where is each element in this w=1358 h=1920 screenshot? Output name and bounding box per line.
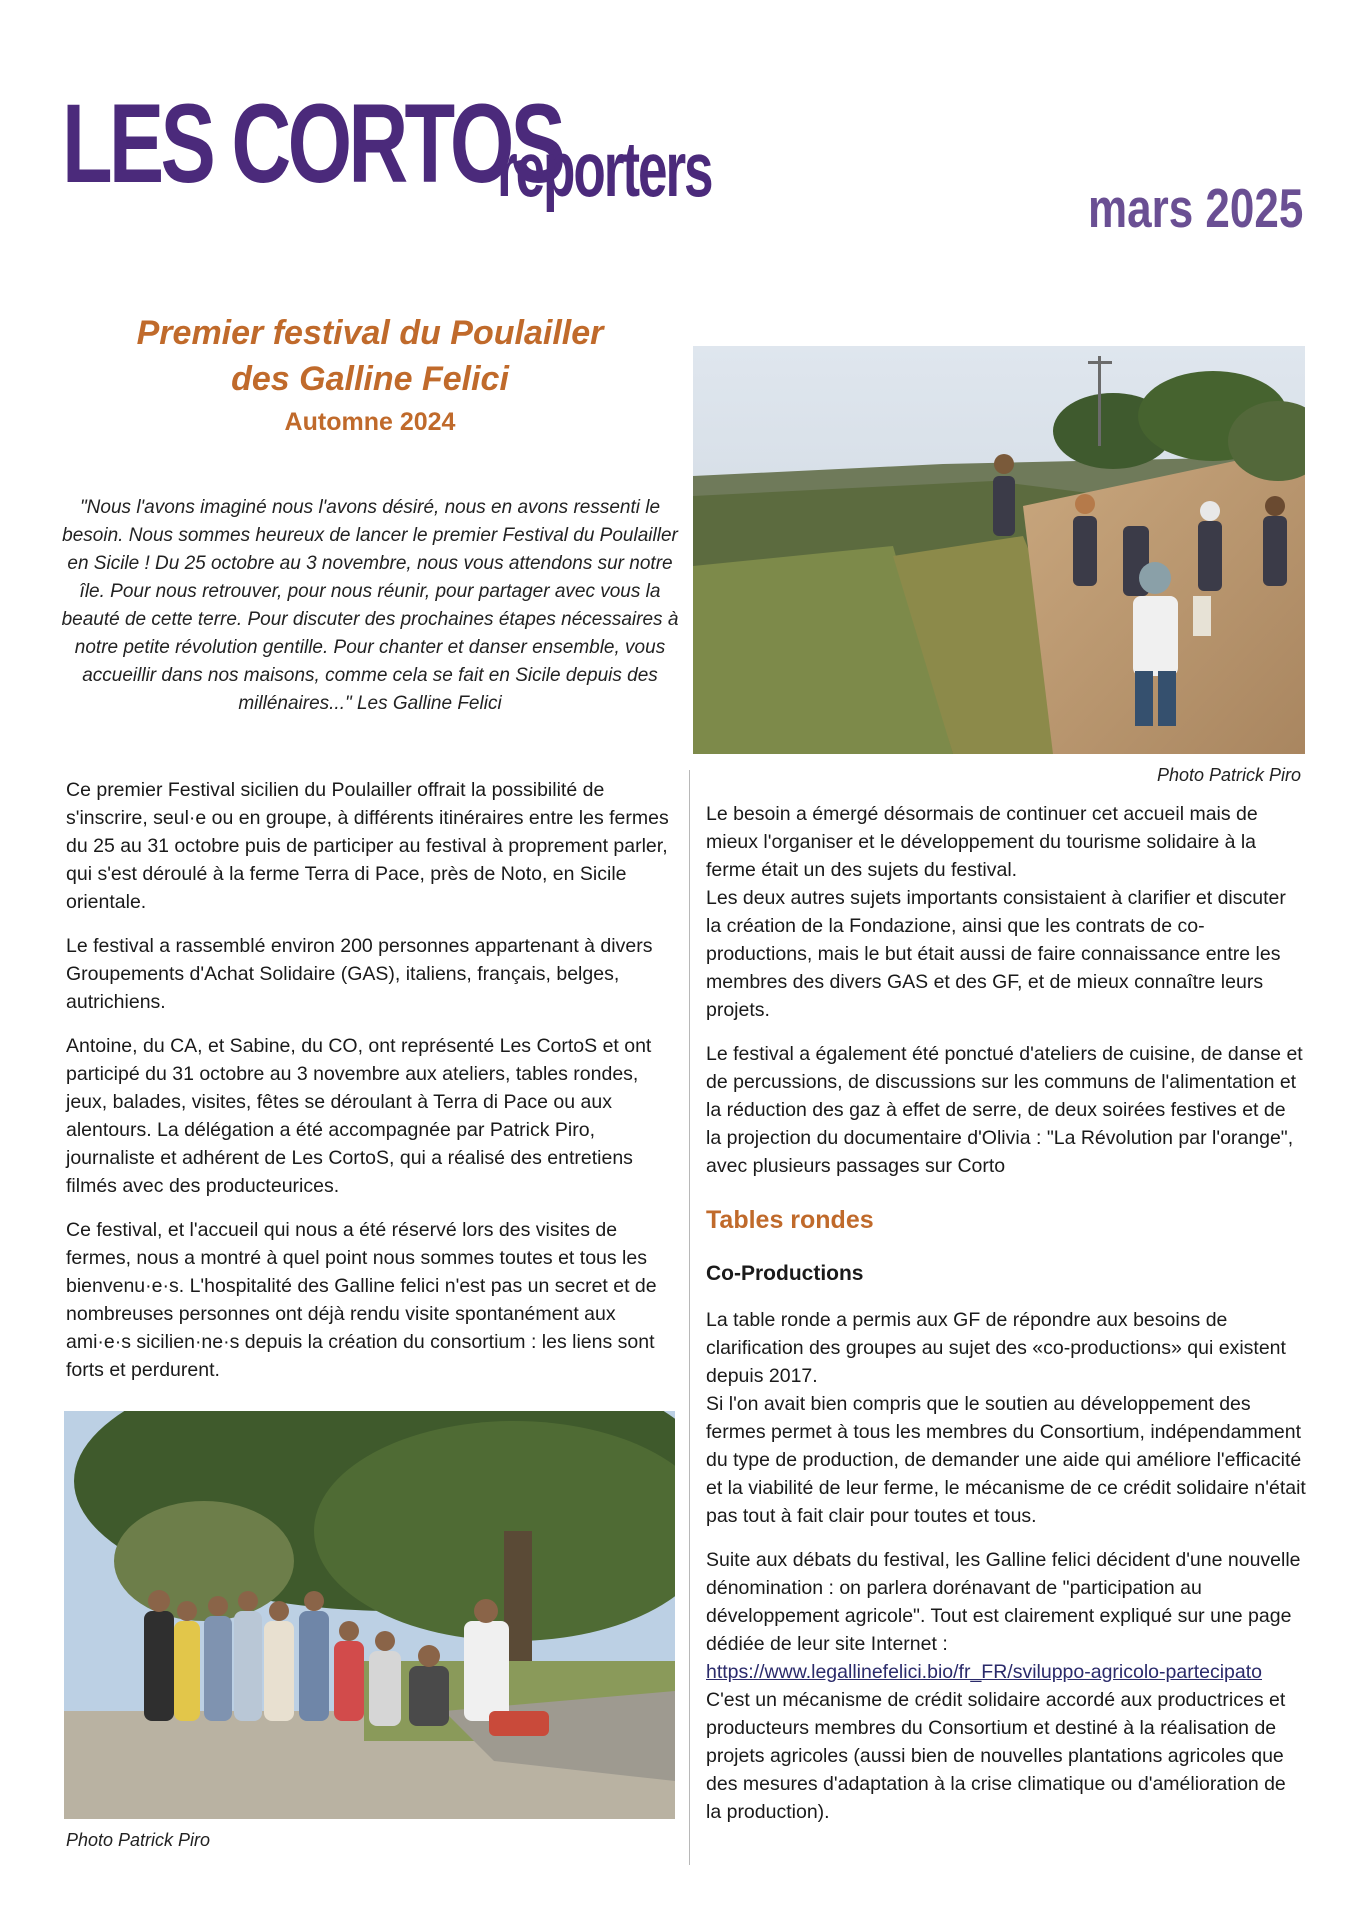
photo-credit-top: Photo Patrick Piro [1157, 765, 1302, 785]
left-paragraph: Ce festival, et l'accueil qui nous a été réservé lors des visites de fermes, nous a montré à quel point nous sommes toutes et tous les bienvenu·e·s. L'hospitalité des Galline felici n'est pas un secret et de nombreuses personnes ont déjà rendu visite spontanément aux ami·e·s sicilien·ne·s depuis la création du consortium : les liens sont forts et perdurent. [66, 1219, 657, 1381]
masthead-suffix: reporters [497, 125, 712, 213]
paragraph-text: Suite aux débats du festival, les Galline felici décident d'une nouvelle dénomination : on parlera dorénavant de "participation au développement agricole". Tout est clairement expliqué sur une page dédiée de leur site Internet : [706, 1549, 1301, 1655]
right-paragraph: Le festival a également été ponctué d'ateliers de cuisine, de danse et de percussions, de discussions sur les communs de l'alimentation et la réduction des gaz à effet de serre, de deux soirées festives et de la projection du documentaire d'Olivia : "La Révolution par l'orange", avec plusieurs passages sur Corto [706, 1043, 1303, 1177]
left-paragraph: Ce premier Festival sicilien du Poulailler offrait la possibilité de s'inscrire, seul·e ou en groupe, à différents itinéraires entre les fermes du 25 au 31 octobre puis de participer au festival à proprement parler, qui s'est déroulé à la ferme Terra di Pace, près de Noto, en Sicile orientale. [66, 779, 669, 913]
right-paragraph: Le besoin a émergé désormais de continuer cet accueil mais de mieux l'organiser et le développement du tourisme solidaire à la ferme était un des sujets du festival. [706, 803, 1258, 881]
right-paragraph [706, 1546, 1306, 1686]
photo-credit-bottom: Photo Patrick Piro [66, 1830, 211, 1850]
right-paragraph: Les deux autres sujets importants consistaient à clarifier et discuter la création de la Fondazione, ainsi que les contrats de co-productions, mais le but était aussi de faire connaissance entre les membres des divers GAS et des GF, et de mieux connaître leurs projets. [706, 887, 1286, 1021]
hiking-photo [693, 346, 1305, 754]
title-line-1: Premier festival du Poulailler [136, 314, 604, 352]
article-headline [60, 310, 680, 440]
left-column [66, 776, 676, 1400]
intro-quote: "Nous l'avons imaginé nous l'avons désiré, nous en avons ressenti le besoin. Nous sommes heureux de lancer le premier Festival du Poulailler en Sicile ! Du 25 octobre au 3 novembre, nous vous attendons sur notre île. Pour nous retrouver, pour nous réunir, pour partager avec vous la beauté de cette terre. Pour discuter des prochaines étapes nécessaires à notre petite révolution gentille. Pour chanter et danser ensemble, vous accueillir dans nos maisons, comme cela se fait en Sicile depuis des millénaires..." Les Galline Felici [61, 497, 679, 714]
left-paragraph: Antoine, du CA, et Sabine, du CO, ont représenté Les CortoS et ont participé du 31 octobre au 3 novembre aux ateliers, tables rondes, jeux, balades, visites, fêtes se déroulant à Terra di Pace ou aux alentours. La délégation a été accompagnée par Patrick Piro, journaliste et adhérent de Les CortoS, qui a réalisé des entretiens filmés avec des producteurices. [66, 1035, 652, 1197]
right-paragraph: La table ronde a permis aux GF de répondre aux besoins de clarification des groupes au sujet des «co-productions» qui existent depuis 2017. [706, 1309, 1286, 1387]
column-divider [689, 770, 690, 1865]
right-paragraph: Si l'on avait bien compris que le soutien au développement des fermes permet à tous les membres du Consortium, indépendamment du type de production, de demander une aide qui améliore l'efficacité et la viabilité de leur ferme, le mécanisme de ce crédit solidaire n'était pas tout à fait clair pour toutes et tous. [706, 1393, 1306, 1527]
left-paragraph: Le festival a rassemblé environ 200 personnes appartenant à divers Groupements d'Achat Solidaire (GAS), italiens, français, belges, autrichiens. [66, 935, 653, 1013]
right-paragraph: C'est un mécanisme de crédit solidaire accordé aux productrices et producteurs membres du Consortium et destiné à la réalisation de projets agricoles (aussi bien de nouvelles plantations agricoles que des mesures d'adaptation à la crise climatique ou d'amélioration de la production). [706, 1689, 1286, 1823]
section-title: Tables rondes [706, 1206, 874, 1234]
article-subtitle: Automne 2024 [284, 408, 456, 436]
subsection-title: Co-Productions [706, 1262, 864, 1285]
group-photo [64, 1411, 675, 1819]
title-line-2: des Galline Felici [231, 360, 509, 398]
right-column [706, 800, 1306, 1842]
issue-date: mars 2025 [1088, 177, 1304, 239]
masthead [62, 81, 738, 213]
website-link[interactable]: https://www.legallinefelici.bio/fr_FR/sviluppo-agricolo-partecipato [706, 1661, 1263, 1683]
masthead-brand: LES CORTOS [62, 81, 563, 206]
